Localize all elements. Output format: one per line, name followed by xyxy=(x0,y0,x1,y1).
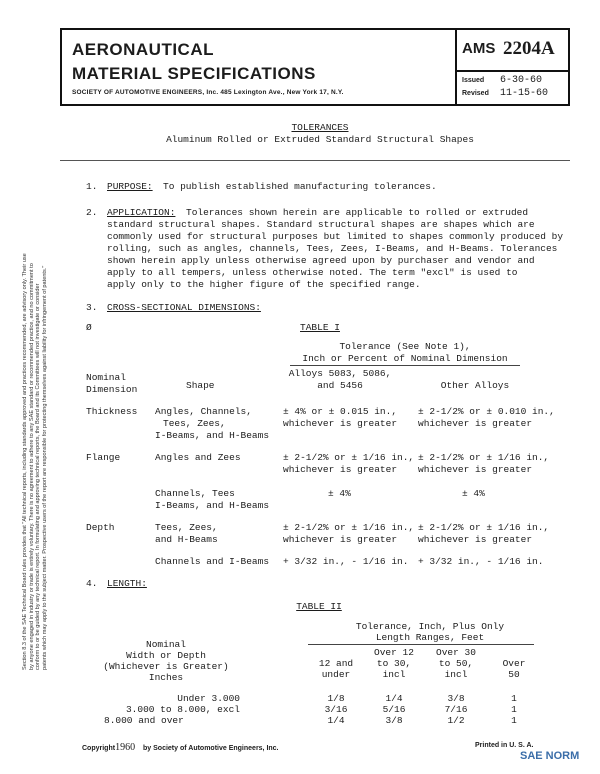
table2-cell: 3/16 xyxy=(324,704,348,715)
table2-row-label: 8.000 and over xyxy=(104,715,184,726)
table1-shape: Angles, Channels, xyxy=(155,406,252,417)
table1-other: ± 2-1/2% or ± 1/16 in., xyxy=(418,522,550,533)
table2-cell: 3/8 xyxy=(447,693,465,704)
table2-col: to 30, xyxy=(376,658,412,669)
ams-label: AMS xyxy=(462,40,496,57)
doc-title-line2: MATERIAL SPECIFICATIONS xyxy=(72,64,316,83)
table2-nominal: Width or Depth xyxy=(126,650,206,661)
heading-rule xyxy=(60,160,570,161)
table2-col: to 50, xyxy=(438,658,474,669)
side-legal-note xyxy=(22,70,48,670)
section-2-line: rolling, such as angles, channels, Tees, Zees, I-Beams, and H-Beams. Tolerances xyxy=(107,243,558,254)
side-note-line: by anyone engaged in industry or trade is entirely voluntary. There is no agreement to adhere to any SAE standard or recommended practice, and no commitment to xyxy=(28,263,35,670)
table1-alloy: whichever is greater xyxy=(283,418,398,429)
ams-divider xyxy=(455,70,570,72)
table1-col-alloys: Alloys 5083, 5086, xyxy=(288,368,392,379)
issued-date: 6-30-60 xyxy=(500,75,543,86)
table1-header-rule xyxy=(290,365,520,366)
table1-title: TABLE I xyxy=(300,322,340,333)
table1-col-nominal: Dimension xyxy=(86,384,138,395)
society-line: SOCIETY OF AUTOMOTIVE ENGINEERS, Inc. 485 Lexington Ave., New York 17, N.Y. xyxy=(72,89,344,96)
table2-cell: 1/8 xyxy=(327,693,345,704)
sae-norm-logo: SAE NORM xyxy=(520,750,580,762)
table2-cell: 1/4 xyxy=(327,715,345,726)
table1-col-other: Other Alloys xyxy=(440,380,510,391)
section-2-line: apply to all tempers, unless otherwise noted. The term "excl" is used to xyxy=(107,267,518,278)
table1-alloy: whichever is greater xyxy=(283,464,398,475)
section-3-label: CROSS-SECTIONAL DIMENSIONS: xyxy=(107,302,261,313)
table1-other: ± 4% xyxy=(462,488,485,499)
table2-cell: 1/2 xyxy=(447,715,465,726)
header-divider xyxy=(455,28,457,106)
table1-shape: Tees, Zees, xyxy=(155,522,218,533)
table1-other: + 3/32 in., - 1/16 in. xyxy=(418,556,544,567)
doc-title-line1: AERONAUTICAL xyxy=(72,40,214,59)
table1-shape: Channels, Tees xyxy=(155,488,235,499)
ams-number: 2204A xyxy=(503,38,555,59)
table1-dim: Flange xyxy=(86,452,121,463)
table1-col-shape: Shape xyxy=(186,380,215,391)
section-2-label: APPLICATION: xyxy=(107,207,176,218)
revised-label: Revised xyxy=(462,90,489,97)
table2-row-label: Under 3.000 xyxy=(177,693,240,704)
table1-shape: Tees, Zees, xyxy=(163,418,226,429)
section-2-number: 2. xyxy=(86,207,98,218)
table2-tol-header: Tolerance, Inch, Plus Only xyxy=(355,621,505,632)
table1-alloy: whichever is greater xyxy=(283,534,398,545)
section-2-line: apply only to the higher figure of the specified range. xyxy=(107,279,421,290)
section-4-label: LENGTH: xyxy=(107,578,147,589)
table1-alloy: + 3/32 in., - 1/16 in. xyxy=(283,556,409,567)
table2-cell: 1 xyxy=(511,715,517,726)
table1-other: whichever is greater xyxy=(418,464,533,475)
table2-header-rule xyxy=(308,644,534,645)
table2-cell: 5/16 xyxy=(382,704,406,715)
table1-alloy: ± 4% xyxy=(328,488,351,499)
table2-nominal: Inches xyxy=(148,672,184,683)
phi-mark: Ø xyxy=(86,322,92,333)
doc-subheading: Aluminum Rolled or Extruded Standard Structural Shapes xyxy=(166,134,474,145)
table1-other: whichever is greater xyxy=(418,418,533,429)
table2-range-header: Length Ranges, Feet xyxy=(375,632,485,643)
section-2-line: Tolerances shown herein are applicable to rolled or extruded xyxy=(186,207,529,218)
table1-other: ± 2-1/2% or ± 1/16 in., xyxy=(418,452,550,463)
section-3-number: 3. xyxy=(86,302,98,313)
table2-cell: 1/4 xyxy=(385,693,403,704)
table2-cell: 1 xyxy=(511,693,517,704)
section-2-line: commonly used for structural purposes but limited to shapes commonly produced by xyxy=(107,231,564,242)
table2-col: under xyxy=(321,669,351,680)
table2-col: Over xyxy=(502,658,526,669)
copyright-line xyxy=(82,742,279,753)
printed-in: Printed in U. S. A. xyxy=(475,742,534,749)
table1-tol-subheader: Inch or Percent of Nominal Dimension xyxy=(302,353,508,364)
side-note-line: conform to or be guided by any technical report. In formulating and approving technical reports, the Board and its Committees will not investigate or consider xyxy=(35,283,42,670)
table1-dim: Thickness xyxy=(86,406,138,417)
table1-dim: Depth xyxy=(86,522,115,533)
doc-heading: TOLERANCES xyxy=(291,122,349,133)
table2-cell: 3/8 xyxy=(385,715,403,726)
table1-shape: I-Beams, and H-Beams xyxy=(155,500,270,511)
table2-col: 50 xyxy=(508,669,520,680)
table2-col: Over 12 xyxy=(374,647,414,658)
side-note-line: Section 8.3 of the SAE Technical Board rules provides that "All technical reports, including standards approved and practices recommended, are advisory only. Their use xyxy=(22,253,28,670)
table2-col: Over 30 xyxy=(436,647,476,658)
table2-nominal: Nominal xyxy=(146,639,186,650)
table2-nominal: (Whichever is Greater) xyxy=(103,661,229,672)
table1-tol-header: Tolerance (See Note 1), xyxy=(339,341,471,352)
table1-alloy: ± 2-1/2% or ± 1/16 in., xyxy=(283,452,415,463)
table1-other: whichever is greater xyxy=(418,534,533,545)
table2-cell: 7/16 xyxy=(444,704,468,715)
issued-label: Issued xyxy=(462,77,485,84)
copyright-holder: by Society of Automotive Engineers, Inc. xyxy=(143,745,279,752)
section-1-label: PURPOSE: xyxy=(107,181,153,192)
table2-col: 12 and xyxy=(318,658,354,669)
table1-col-nominal: Nominal xyxy=(86,372,126,383)
side-note-line: patents which may apply to the subject matter. Prospective users of the report are responsible for protecting themselves against liability for infringement of patents." xyxy=(41,265,48,670)
section-2-line: shown herein apply unless otherwise agreed upon by purchaser and vendor and xyxy=(107,255,535,266)
table2-cell: 1 xyxy=(511,704,517,715)
table2-title: TABLE II xyxy=(296,601,342,612)
section-1-number: 1. xyxy=(86,181,98,192)
table2-row-label: 3.000 to 8.000, excl xyxy=(125,704,240,715)
table1-alloy: ± 2-1/2% or ± 1/16 in., xyxy=(283,522,415,533)
table2-col: incl xyxy=(382,669,406,680)
table1-col-alloys: and 5456 xyxy=(317,380,363,391)
section-1-text: To publish established manufacturing tolerances. xyxy=(163,181,437,192)
table2-col: incl xyxy=(444,669,468,680)
revised-date: 11-15-60 xyxy=(500,88,549,99)
table1-other: ± 2-1/2% or ± 0.010 in., xyxy=(418,406,555,417)
section-2-line: standard structural shapes. Standard structural shapes are shapes which are xyxy=(107,219,535,230)
section-4-number: 4. xyxy=(86,578,98,589)
table1-shape: and H-Beams xyxy=(155,534,218,545)
copyright-word: Copyright xyxy=(82,745,116,752)
table1-shape: Channels and I-Beams xyxy=(155,556,270,567)
table1-alloy: ± 4% or ± 0.015 in., xyxy=(283,406,398,417)
table1-shape: Angles and Zees xyxy=(155,452,241,463)
table1-shape: I-Beams, and H-Beams xyxy=(155,430,270,441)
copyright-year: 1960 xyxy=(115,742,136,753)
